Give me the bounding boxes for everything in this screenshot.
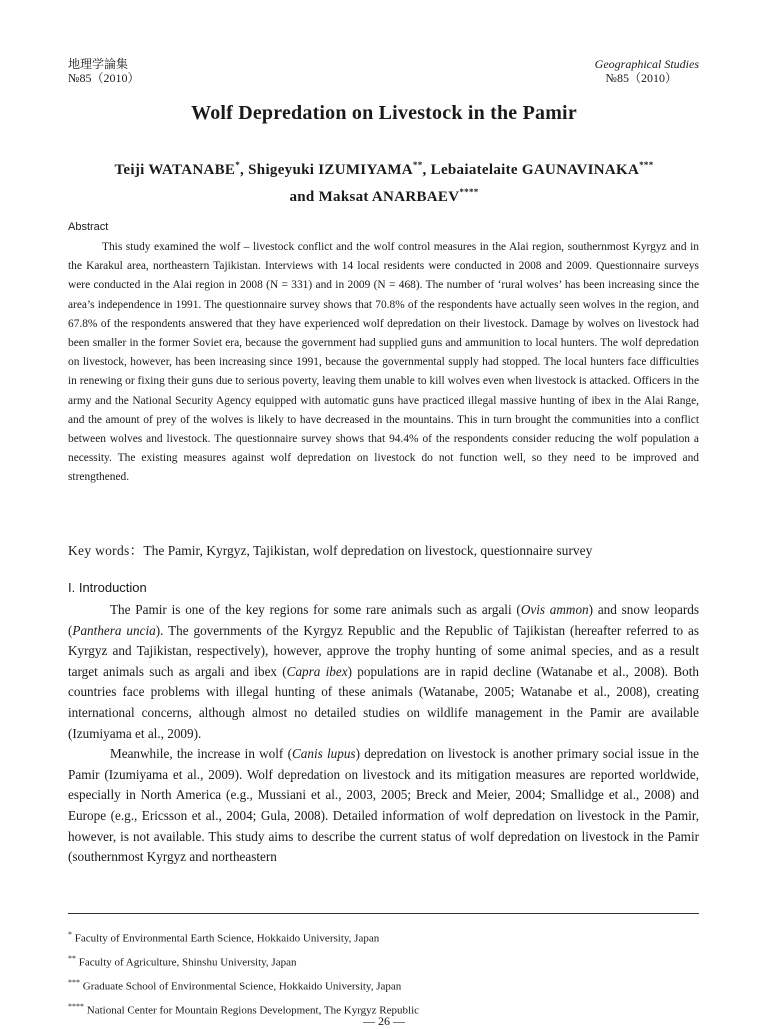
footnotes xyxy=(68,925,699,1022)
author-mark: *** xyxy=(639,160,654,170)
keywords-label: Key words： xyxy=(68,543,144,558)
author-mark: * xyxy=(235,160,241,170)
abstract-label: Abstract xyxy=(68,221,109,233)
paragraph: The Pamir is one of the key regions for some rare animals such as argali (Ovis ammon) and snow leopards (Panthera uncia). The governments of the Kyrgyz Republic and the Republic of Tajikistan (hereafter referred to as Kyrgyz and Tajikistan, respectively), however, approve the trophy hunting of some animal species, and as a result target animals such as argali and ibex (Capra ibex) populations are in rapid decline (Watanabe et al., 2008). Both countries face problems with illegal hunting of these animals (Watanabe, 2005; Watanabe et al., 2008), creating international concerns, although almost no detailed studies on wildlife management in the Pamir are available (Izumiyama et al., 2009). xyxy=(68,602,700,741)
author-separator: , xyxy=(422,162,431,178)
author-name: and Maksat ANARBAEV xyxy=(289,189,460,205)
author-name: Lebaiatelaite GAUNAVINAKA xyxy=(430,162,640,178)
author-mark: ** xyxy=(412,160,423,170)
footnote: **** National Center for Mountain Regions Development, The Kyrgyz Republic xyxy=(68,1002,420,1018)
keywords-text: The Pamir, Kyrgyz, Tajikistan, wolf depredation on livestock, questionnaire survey xyxy=(143,543,593,558)
paragraph: Meanwhile, the increase in wolf (Canis lupus) depredation on livestock is another primary social issue in the Pamir (Izumiyama et al., 2009). Wolf depredation on livestock and its mitigation measures are reported worldwide, especially in North America (e.g., Mussiani et al., 2003, 2005; Breck and Meier, 2004; Smallidge et al., 2008) and Europe (e.g., Ericsson et al., 2004; Gula, 2008). Detailed information of wolf depredation on livestock in the Pamir, however, is not available. This study aims to describe the current status of wolf depredation on livestock in the Pamir (southernmost Kyrgyz and northeastern xyxy=(68,746,700,865)
journal-volume-left: №85（2010） xyxy=(68,71,140,85)
abstract-body xyxy=(68,238,699,488)
author-line-2 xyxy=(0,181,768,208)
page-number: — 26 — xyxy=(363,1014,405,1028)
abstract-text: This study examined the wolf – livestock conflict and the wolf control measures in the Alai region, southernmost Kyrgyz and in the Karakul area, northeastern Tajikistan. Interviews with 14 local residents were conducted in 2008 and 2009. Questionnaire surveys were conducted in the Alai region in 2008 (N = 331) and in 2009 (N = 468). The number of ‘rural wolves’ has been increasing since the area’s independence in 1991. The questionnaire survey shows that 70.8% of the respondents have actually seen wolves in the region, and 67.8% of the respondents answered that they have experienced wolf depredation on their livestock. Damage by wolves on livestock had been smaller in the former Soviet era, because the government had supplied guns and ammunition to local hunters. The wolf depredation on livestock, however, has been increasing since 1991, because the governmental supply had stopped. The local hunters face difficulties in renewing or fixing their guns due to serious poverty, leaving them unable to kill wolves even when livestock is attacked. Officers in the army and the National Security Agency equipped with automatic guns have practiced illegal massive hunting of ibex in the Alai Range, and the amount of prey of the wolves is likely to have decreased in the mountains. This in turn brought the communities into a conflict between wolves and livestock. The questionnaire survey shows that 94.4% of the respondents consider reducing the wolf population a necessity. The existing measures against wolf depredation on livestock do not function well, so they need to be improved and strengthened. xyxy=(68,241,699,484)
section-heading: I. Introduction xyxy=(68,580,147,595)
keywords xyxy=(68,539,592,559)
introduction-body xyxy=(68,600,699,868)
article-title: Wolf Depredation on Livestock in the Pamir xyxy=(191,102,577,124)
journal-header-left xyxy=(68,57,139,85)
footnote-divider xyxy=(68,913,699,914)
journal-volume-right: №85（2010） xyxy=(605,71,677,85)
author-name: Teiji WATANABE xyxy=(114,162,236,178)
journal-header-right xyxy=(595,57,699,85)
footnote: ** Faculty of Agriculture, Shinshu University, Japan xyxy=(68,954,297,969)
author-line-1 xyxy=(0,154,768,181)
author-list xyxy=(0,154,768,208)
author-name: Shigeyuki IZUMIYAMA xyxy=(248,162,413,178)
footnote: * Faculty of Environmental Earth Science, Hokkaido University, Japan xyxy=(68,930,380,945)
journal-name-en: Geographical Studies xyxy=(594,57,699,71)
journal-name-jp: 地理学論集 xyxy=(68,57,129,71)
footnote: *** Graduate School of Environmental Science, Hokkaido University, Japan xyxy=(68,978,402,993)
author-separator: , xyxy=(240,162,249,178)
author-mark: **** xyxy=(459,187,479,197)
